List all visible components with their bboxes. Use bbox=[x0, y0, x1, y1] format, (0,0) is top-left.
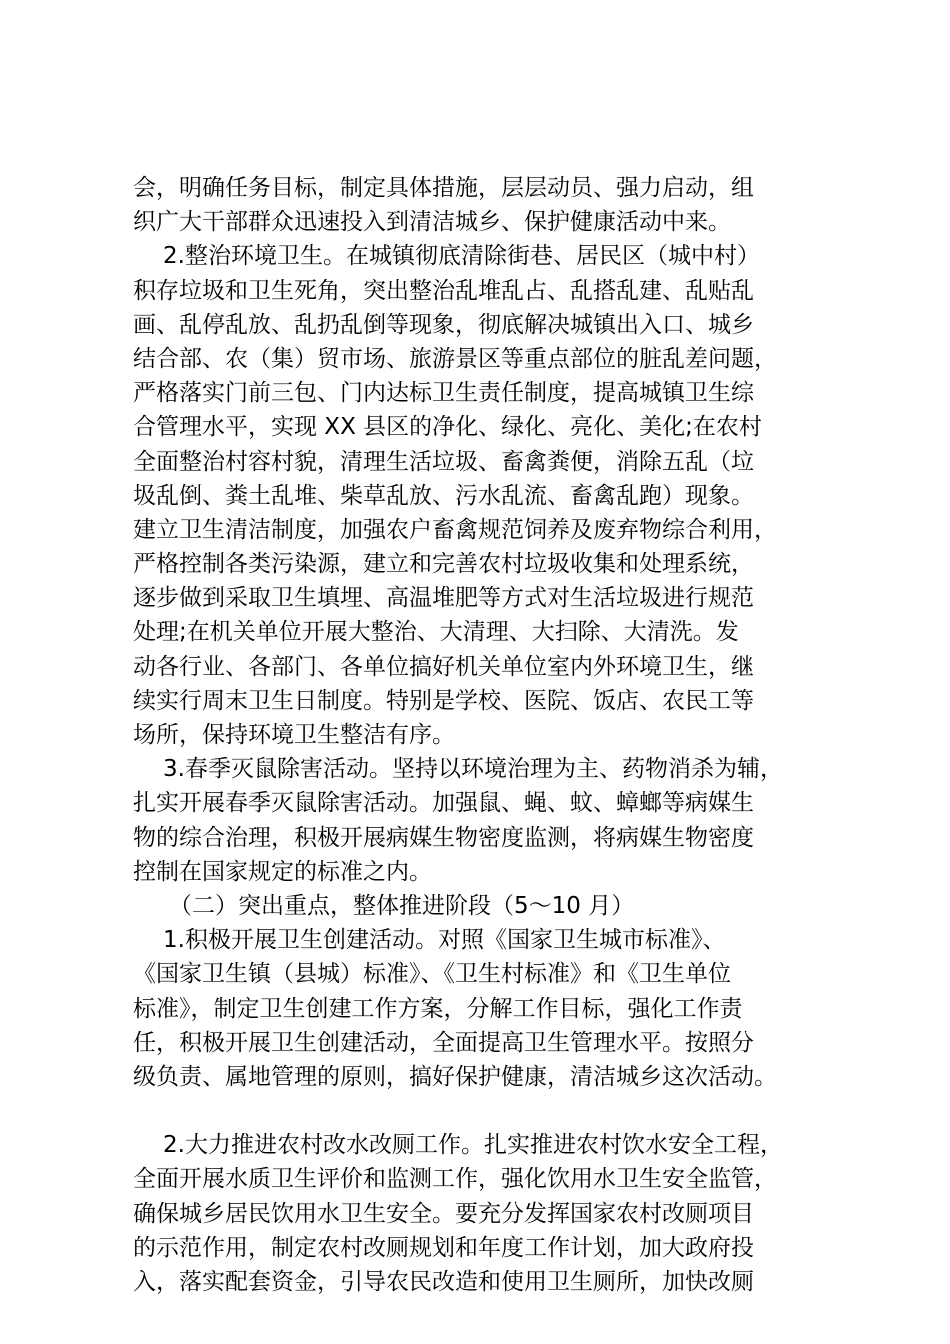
paragraph-line: 处理;在机关单位开展大整治、大清理、大扫除、大清洗。发 bbox=[133, 619, 739, 646]
paragraph-line: 物的综合治理，积极开展病媒生物密度监测，将病媒生物密度 bbox=[133, 824, 754, 851]
paragraph-line: 画、乱停乱放、乱扔乱倒等现象，彻底解决城镇出入口、城乡 bbox=[133, 311, 754, 338]
section-heading-line: 1.积极开展卫生创建活动。对照《国家卫生城市标准》、 bbox=[163, 927, 726, 954]
paragraph-line: 扎实开展春季灭鼠除害活动。加强鼠、蝇、蚊、蟑螂等病媒生 bbox=[133, 790, 754, 817]
document-body bbox=[133, 171, 853, 1333]
paragraph-line: 全面开展水质卫生评价和监测工作，强化饮用水卫生安全监管， bbox=[133, 1166, 777, 1193]
paragraph-line: 织广大干部群众迅速投入到清洁城乡、保护健康活动中来。 bbox=[133, 209, 731, 236]
paragraph-line: 确保城乡居民饮用水卫生安全。要充分发挥国家农村改厕项目 bbox=[133, 1200, 754, 1227]
paragraph-line: 续实行周末卫生日制度。特别是学校、医院、饭店、农民工等 bbox=[133, 687, 754, 714]
paragraph-line: 入，落实配套资金，引导农民改造和使用卫生厕所，加快改厕 bbox=[133, 1269, 754, 1295]
paragraph-line: 《国家卫生镇（县城）标准》、《卫生村标准》和《卫生单位 bbox=[133, 961, 731, 988]
paragraph-line: 圾乱倒、粪土乱堆、柴草乱放、污水乱流、畜禽乱跑）现象。 bbox=[133, 482, 754, 509]
paragraph-line: 建立卫生清洁制度，加强农户畜禽规范饲养及废弃物综合利用， bbox=[133, 516, 777, 543]
section-heading-line: 2.整治环境卫生。在城镇彻底清除街巷、居民区（城中村） bbox=[163, 243, 760, 270]
paragraph-line: 场所，保持环境卫生整洁有序。 bbox=[133, 722, 455, 748]
stage-heading-line: （二）突出重点，整体推进阶段（5～10 月） bbox=[169, 892, 635, 919]
paragraph-line: 结合部、农（集）贸市场、旅游景区等重点部位的脏乱差问题， bbox=[133, 345, 777, 372]
section-heading-line: 2.大力推进农村改水改厕工作。扎实推进农村饮水安全工程， bbox=[163, 1132, 783, 1159]
paragraph-line: 合管理水平，实现 XX 县区的净化、绿化、亮化、美化;在农村 bbox=[133, 414, 762, 441]
paragraph-line: 严格落实门前三包、门内达标卫生责任制度，提高城镇卫生综 bbox=[133, 380, 754, 407]
paragraph-line: 控制在国家规定的标准之内。 bbox=[133, 858, 432, 885]
paragraph-line: 全面整治村容村貌，清理生活垃圾、畜禽粪便，消除五乱（垃 bbox=[133, 448, 754, 475]
paragraph-line: 的示范作用，制定农村改厕规划和年度工作计划，加大政府投 bbox=[133, 1234, 754, 1261]
paragraph-line bbox=[133, 1299, 853, 1333]
paragraph-line: 会，明确任务目标，制定具体措施，层层动员、强力启动，组 bbox=[133, 175, 754, 201]
paragraph-line: 逐步做到采取卫生填埋、高温堆肥等方式对生活垃圾进行规范 bbox=[133, 585, 754, 612]
paragraph-line: 任，积极开展卫生创建活动，全面提高卫生管理水平。按照分 bbox=[133, 1029, 754, 1056]
paragraph-line: 严格控制各类污染源，建立和完善农村垃圾收集和处理系统， bbox=[133, 551, 754, 578]
paragraph-line: 标准》，制定卫生创建工作方案，分解工作目标，强化工作责 bbox=[133, 995, 743, 1022]
paragraph-line: 级负责、属地管理的原则，搞好保护健康，清洁城乡这次活动。 bbox=[133, 1063, 777, 1090]
section-heading-line: 3.春季灭鼠除害活动。坚持以环境治理为主、药物消杀为辅， bbox=[163, 756, 783, 783]
paragraph-line: 动各行业、各部门、各单位搞好机关单位室内外环境卫生，继 bbox=[133, 653, 754, 680]
blank-line bbox=[133, 1094, 853, 1128]
paragraph-line: 积存垃圾和卫生死角，突出整治乱堆乱占、乱搭乱建、乱贴乱 bbox=[133, 277, 754, 304]
